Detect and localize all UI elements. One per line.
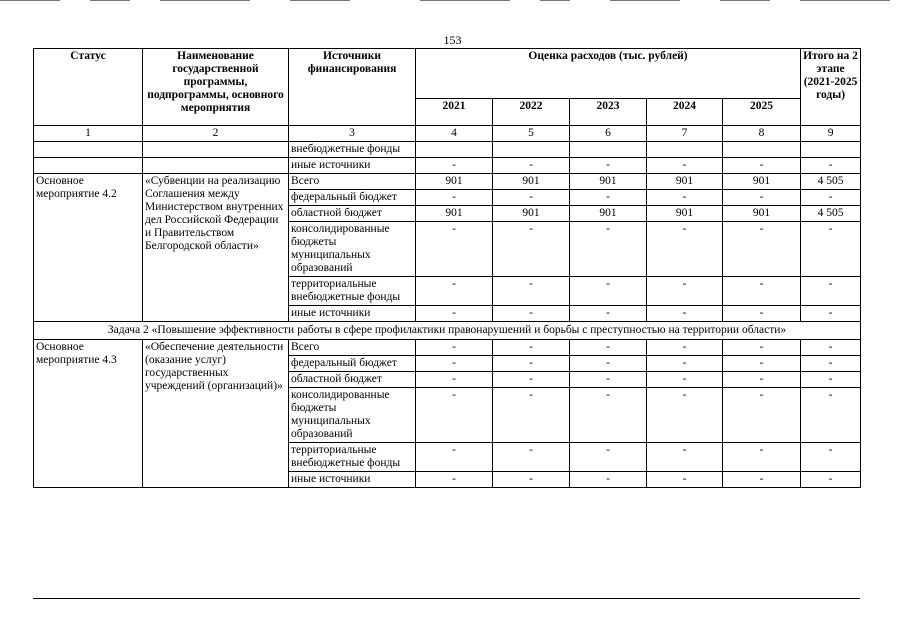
value-cell: - (493, 158, 570, 174)
column-number: 5 (493, 126, 570, 142)
name-cell-continued (143, 158, 289, 174)
value-cell: 901 (723, 206, 801, 222)
header-estimate: Оценка расходов (тыс. рублей) (416, 49, 801, 99)
value-cell (416, 142, 493, 158)
task-row (34, 322, 861, 340)
value-cell: - (416, 372, 493, 388)
value-cell: - (570, 340, 647, 356)
value-cell: - (723, 277, 801, 306)
expenses-table (33, 48, 861, 488)
value-cell: - (493, 356, 570, 372)
value-cell: - (493, 372, 570, 388)
funding-source: территориальные внебюджетные фонды (289, 277, 416, 306)
value-cell: - (723, 158, 801, 174)
funding-source: территориальные внебюджетные фонды (289, 443, 416, 472)
table-row (34, 340, 861, 356)
value-cell: - (801, 158, 861, 174)
status-cell-continued (34, 158, 143, 174)
column-number: 7 (647, 126, 723, 142)
value-cell: - (801, 356, 861, 372)
value-cell: 901 (493, 206, 570, 222)
value-cell: - (647, 306, 723, 322)
value-cell (647, 142, 723, 158)
value-cell: - (723, 222, 801, 277)
value-cell: - (723, 443, 801, 472)
value-cell: 901 (493, 174, 570, 190)
value-cell: - (801, 190, 861, 206)
value-cell: 901 (416, 174, 493, 190)
name-cell: «Обеспечение деятельности (оказание услуг) государственных учреждений (организаций)» (143, 340, 289, 488)
funding-source: федеральный бюджет (289, 190, 416, 206)
value-cell: - (416, 190, 493, 206)
value-cell: - (723, 190, 801, 206)
value-cell: - (570, 372, 647, 388)
value-cell: - (416, 277, 493, 306)
funding-source: федеральный бюджет (289, 356, 416, 372)
value-cell: - (647, 222, 723, 277)
value-cell: - (416, 158, 493, 174)
value-cell: - (570, 472, 647, 488)
column-number: 2 (143, 126, 289, 142)
funding-source: областной бюджет (289, 206, 416, 222)
value-cell (570, 142, 647, 158)
task-title: Задача 2 «Повышение эффективности работы в сфере профилактики правонарушений и борьбы с преступностью на территории области» (34, 322, 861, 340)
funding-source: внебюджетные фонды (289, 142, 416, 158)
value-cell: - (801, 340, 861, 356)
funding-source: консолидированные бюджеты муниципальных образований (289, 388, 416, 443)
value-cell: - (493, 340, 570, 356)
column-number: 3 (289, 126, 416, 142)
funding-source: иные источники (289, 158, 416, 174)
header-year: 2025 (723, 99, 801, 126)
value-cell: - (570, 190, 647, 206)
column-number: 8 (723, 126, 801, 142)
funding-source: консолидированные бюджеты муниципальных образований (289, 222, 416, 277)
value-cell: - (416, 340, 493, 356)
value-cell: - (570, 306, 647, 322)
value-cell: - (570, 222, 647, 277)
value-cell: - (647, 340, 723, 356)
table-row (34, 142, 861, 158)
value-cell: - (801, 306, 861, 322)
funding-source: Всего (289, 174, 416, 190)
value-cell: - (416, 388, 493, 443)
value-cell: - (723, 472, 801, 488)
value-cell: - (570, 443, 647, 472)
value-cell: - (416, 306, 493, 322)
header-year: 2024 (647, 99, 723, 126)
value-cell: - (493, 443, 570, 472)
value-cell: - (647, 472, 723, 488)
value-cell: 901 (570, 206, 647, 222)
header-name: Наименование государственной программы, подпрограммы, основного мероприятия (143, 49, 289, 126)
value-cell: - (723, 306, 801, 322)
value-cell: - (723, 356, 801, 372)
value-cell: - (723, 388, 801, 443)
header-year: 2021 (416, 99, 493, 126)
page-number: 153 (443, 33, 462, 47)
value-cell: - (801, 472, 861, 488)
value-cell: - (493, 306, 570, 322)
value-cell: - (416, 443, 493, 472)
funding-source: областной бюджет (289, 372, 416, 388)
value-cell: - (647, 158, 723, 174)
status-cell-continued (34, 142, 143, 158)
value-cell: - (570, 158, 647, 174)
value-cell: - (416, 472, 493, 488)
value-cell: - (647, 443, 723, 472)
value-cell (801, 142, 861, 158)
table-row (34, 158, 861, 174)
value-cell: 4 505 (801, 206, 861, 222)
header-status: Статус (34, 49, 143, 126)
value-cell: - (723, 372, 801, 388)
value-cell: - (570, 388, 647, 443)
value-cell: 901 (647, 174, 723, 190)
value-cell: - (493, 472, 570, 488)
value-cell: - (647, 277, 723, 306)
column-number: 6 (570, 126, 647, 142)
value-cell (723, 142, 801, 158)
value-cell: - (801, 388, 861, 443)
table-row (34, 174, 861, 190)
value-cell: - (647, 356, 723, 372)
value-cell: - (493, 222, 570, 277)
value-cell: - (801, 443, 861, 472)
value-cell: - (493, 277, 570, 306)
column-number: 9 (801, 126, 861, 142)
value-cell: 901 (416, 206, 493, 222)
status-cell: Основное мероприятие 4.3 (34, 340, 143, 488)
value-cell: - (416, 222, 493, 277)
value-cell: - (570, 356, 647, 372)
value-cell: - (647, 372, 723, 388)
name-cell: «Субвенции на реализацию Соглашения между Министерством внутренних дел Российской Федерации и Правительством Белгородской области» (143, 174, 289, 322)
value-cell: - (801, 372, 861, 388)
header-sources: Источники финансирования (289, 49, 416, 126)
funding-source: иные источники (289, 472, 416, 488)
value-cell: - (416, 356, 493, 372)
value-cell: - (801, 277, 861, 306)
value-cell: 901 (570, 174, 647, 190)
value-cell (493, 142, 570, 158)
header-total: Итого на 2 этапе (2021-2025 годы) (801, 49, 861, 126)
value-cell: - (647, 190, 723, 206)
header-year: 2022 (493, 99, 570, 126)
value-cell: - (493, 190, 570, 206)
scan-edge-top (0, 0, 905, 2)
column-number: 1 (34, 126, 143, 142)
name-cell-continued (143, 142, 289, 158)
status-cell: Основное мероприятие 4.2 (34, 174, 143, 322)
column-number: 4 (416, 126, 493, 142)
funding-source: иные источники (289, 306, 416, 322)
value-cell: - (493, 388, 570, 443)
value-cell: - (801, 222, 861, 277)
value-cell: 4 505 (801, 174, 861, 190)
table-bottom-border (33, 598, 860, 599)
funding-source: Всего (289, 340, 416, 356)
value-cell: 901 (723, 174, 801, 190)
header-year: 2023 (570, 99, 647, 126)
value-cell: - (723, 340, 801, 356)
value-cell: 901 (647, 206, 723, 222)
value-cell: - (647, 388, 723, 443)
value-cell: - (570, 277, 647, 306)
